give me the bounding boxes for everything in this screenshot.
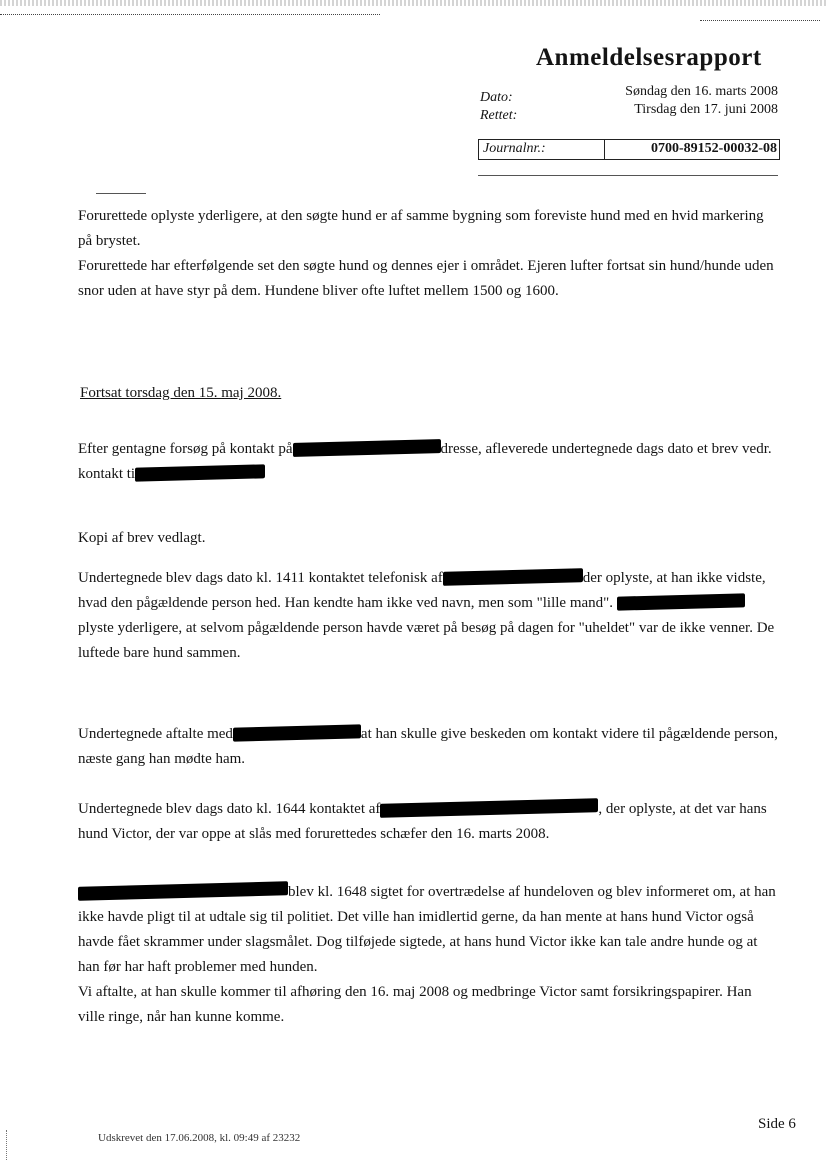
print-footer: Udskrevet den 17.06.2008, kl. 09:49 af 23232 <box>98 1132 301 1144</box>
paragraph-5-text-a: Undertegnede blev dags dato kl. 1411 kontaktet telefonisk af <box>78 570 443 586</box>
paragraph-7-text-a: Undertegnede blev dags dato kl. 1644 kontaktet af <box>78 801 381 817</box>
paragraph-8-text-a: blev kl. 1648 sigtet for overtrædelse af hundeloven og blev informeret om, at han ikke havde pligt til at udtale sig til politiet. Det ville han imidlertid gerne, da han mente at hans hund Victor også havde fået skrammer under slagsmålet. Dog tilføjede sigtede, at hans hund Victor ikke kan tale andre hunde og at han før har haft problemer med hunden. <box>78 884 776 975</box>
redaction-block <box>380 798 598 818</box>
scan-edge-mark <box>6 1130 7 1160</box>
paragraph-7 <box>78 797 778 847</box>
paragraph-5 <box>78 566 778 666</box>
section-heading: Fortsat torsdag den 15. maj 2008. <box>80 385 282 401</box>
paragraph-4 <box>78 526 778 551</box>
top-rule-left <box>0 14 380 15</box>
paragraph-7-text-b: , der oplyste, at det var hans hund Victor, der var oppe at slås med forurettedes schæfer den 16. marts 2008. <box>78 801 767 842</box>
rettet-value: Tirsdag den 17. juni 2008 <box>634 102 778 117</box>
paragraph-6-text-b: at han skulle give beskeden om kontakt videre til pågældende person, næste gang han mødte ham. <box>78 726 778 767</box>
rettet-label: Rettet: <box>480 108 518 123</box>
journal-number: 0700-89152-00032-08 <box>651 141 777 156</box>
paragraph-4-text: Kopi af brev vedlagt. <box>78 530 206 546</box>
paragraph-8-text-b: Vi aftalte, at han skulle kommer til afhøring den 16. maj 2008 og medbringe Victor samt forsikringspapirer. Han ville ringe, når han kunne komme. <box>78 984 752 1025</box>
paragraph-8 <box>78 880 778 1030</box>
paragraph-3 <box>78 437 778 487</box>
journal-divider <box>604 140 605 159</box>
paragraph-1 <box>78 204 778 304</box>
paragraph-3-text-a: Efter gentagne forsøg på kontakt på <box>78 441 293 457</box>
journal-box <box>478 139 780 160</box>
paragraph-1-text: Forurettede oplyste yderligere, at den søgte hund er af samme bygning som foreviste hund med en hvid markering på brystet. <box>78 208 764 249</box>
dato-label: Dato: <box>480 90 513 105</box>
redaction-block <box>233 724 361 741</box>
redaction-block <box>293 439 441 457</box>
paragraph-2-text: Forurettede har efterfølgende set den søgte hund og dennes ejer i området. Ejeren lufter fortsat sin hund/hunde uden snor uden at have styr på dem. Hundene bliver ofte luftet mellem 1500 og 1600. <box>78 258 774 299</box>
dato-value: Søndag den 16. marts 2008 <box>625 84 778 99</box>
header-rule-right <box>478 175 778 176</box>
header-rule-left <box>96 193 146 194</box>
paragraph-5-text-b: der oplyste, at han ikke vidste, hvad den pågældende person hed. Han kendte ham ikke ved navn, men som "lille mand". <box>78 570 766 611</box>
journal-label: Journalnr.: <box>483 141 546 156</box>
paragraph-6 <box>78 722 778 772</box>
paragraph-3-text-b: dresse, afleverede undertegnede dags dato et brev vedr. kontakt ti <box>78 441 772 482</box>
page-number: Side 6 <box>758 1116 796 1132</box>
scan-edge <box>0 0 826 6</box>
redaction-block <box>617 593 745 610</box>
report-title: Anmeldelsesrapport <box>536 44 762 71</box>
paragraph-6-text-a: Undertegnede aftalte med <box>78 726 233 742</box>
redaction-block <box>443 568 583 586</box>
redaction-block <box>78 881 288 900</box>
paragraph-5-text-c: plyste yderligere, at selvom pågældende person havde været på besøg på dagen for "uheldet" var de ikke venner. De luftede bare hund sammen. <box>78 620 775 661</box>
top-rule-right <box>700 20 820 21</box>
redaction-block <box>135 464 265 481</box>
